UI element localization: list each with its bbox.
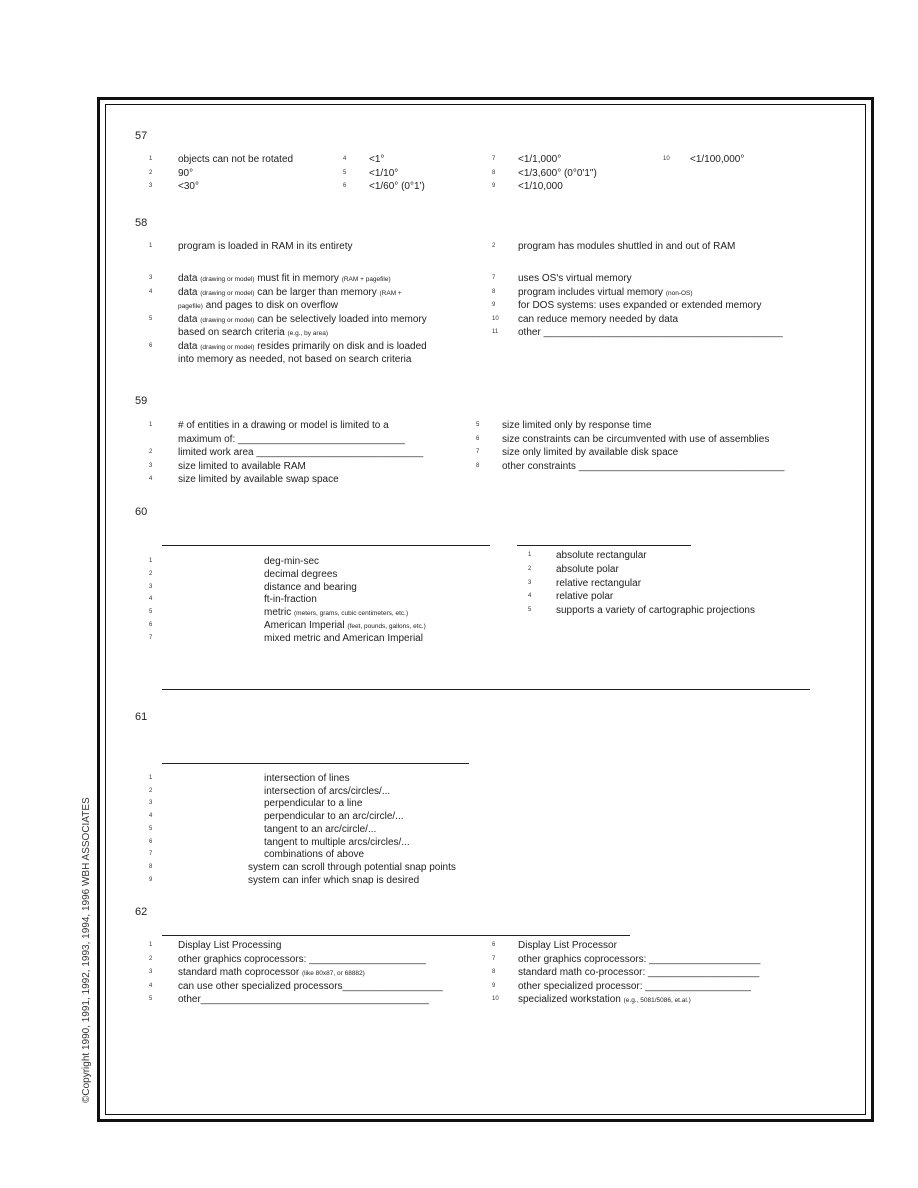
item-number: 1 <box>149 775 153 781</box>
option-text: standard math coprocessor <box>178 967 302 978</box>
checkbox-marker[interactable]: 7 <box>476 449 480 455</box>
option-text: other graphics coprocessors: _____________________ <box>178 953 426 965</box>
q60-option: absolute polar <box>556 563 619 575</box>
checkbox-marker[interactable]: 2 <box>528 565 532 572</box>
item-number: 6 <box>149 622 153 628</box>
q57-option: <1/1,000° <box>518 154 562 165</box>
q58-option[interactable] <box>178 353 411 366</box>
q60-option: relative rectangular <box>556 577 642 589</box>
checkbox-marker[interactable]: 4 <box>343 156 347 162</box>
q62-option[interactable] <box>178 966 365 980</box>
option-text: mixed metric and American Imperial <box>264 632 423 644</box>
q60-option: absolute rectangular <box>556 550 647 561</box>
item-number: 5 <box>149 825 153 832</box>
checkbox-marker[interactable]: 9 <box>492 183 496 189</box>
option-text: must fit in memory <box>254 273 342 284</box>
question-number: 60 <box>135 506 148 518</box>
checkbox-marker[interactable]: 7 <box>492 955 496 962</box>
checkbox-marker[interactable]: 5 <box>476 422 480 428</box>
checkbox-marker[interactable]: 2 <box>149 449 153 455</box>
option-text: distance and bearing <box>264 581 357 593</box>
checkbox-marker[interactable]: 2 <box>492 243 496 249</box>
q62-option[interactable] <box>518 993 691 1007</box>
checkbox-marker[interactable]: 3 <box>149 969 153 975</box>
checkbox-marker[interactable]: 8 <box>492 288 496 295</box>
q58-option[interactable] <box>518 313 678 326</box>
checkbox-marker[interactable]: 1 <box>149 422 153 428</box>
checkbox-marker[interactable]: 4 <box>149 982 153 989</box>
option-text: decimal degrees <box>264 568 338 580</box>
checkbox-marker[interactable]: 8 <box>492 969 496 975</box>
q59-option[interactable]: size limited to available RAM <box>178 460 306 472</box>
q61-option: tangent to multiple arcs/circles/... <box>264 836 410 848</box>
option-text: (drawing or model) <box>200 316 255 324</box>
option-text: pagefile) <box>178 303 203 310</box>
option-text: (drawing or model) <box>200 343 255 351</box>
option-text: Display List Processing <box>178 940 282 951</box>
checkbox-marker[interactable]: 11 <box>492 329 499 335</box>
q58-option[interactable]: program is loaded in RAM in its entirety <box>178 241 353 252</box>
q62-option[interactable] <box>178 953 426 966</box>
option-text: standard math co-processor: ____________________ <box>518 967 760 978</box>
q61-option: perpendicular to a line <box>264 798 363 810</box>
q57-option: <1° <box>369 154 385 165</box>
option-text: program includes virtual memory <box>518 286 666 298</box>
question-number: 62 <box>135 906 148 918</box>
checkbox-marker[interactable]: 6 <box>149 342 153 349</box>
checkbox-marker[interactable]: 3 <box>149 462 153 469</box>
q62-option[interactable] <box>178 993 429 1006</box>
option-text: (RAM + <box>379 289 402 297</box>
q58-option[interactable]: program has modules shuttled in and out of RAM <box>518 241 736 252</box>
checkbox-marker[interactable]: 9 <box>492 302 496 308</box>
option-note: (meters, grams, cubic centimeters, etc.) <box>294 610 409 618</box>
q58-option[interactable] <box>178 299 338 313</box>
q62-option[interactable] <box>518 939 617 952</box>
q57-option: <1/60° (0°1') <box>369 181 425 192</box>
answer-rule <box>162 545 490 546</box>
option-text: uses OS's virtual memory <box>518 273 632 284</box>
q62-option[interactable] <box>518 980 751 993</box>
q59-option: size only limited by available disk space <box>502 447 679 458</box>
checkbox-marker[interactable]: 7 <box>492 275 496 281</box>
q61-option: perpendicular to an arc/circle/... <box>264 811 404 823</box>
q57-option: 90° <box>178 167 194 179</box>
answer-rule <box>162 763 469 764</box>
q60-option: relative polar <box>556 591 614 603</box>
copyright-notice: ©Copyright 1990, 1991, 1992, 1993, 1994, 1996 WBH ASSOCIATES <box>81 797 92 1103</box>
item-number: 7 <box>149 851 153 858</box>
q58-option[interactable] <box>178 313 427 327</box>
q59-option[interactable]: # of entities in a drawing or model is limited to a <box>178 420 389 431</box>
checkbox-marker[interactable]: 9 <box>492 982 496 989</box>
checkbox-marker[interactable]: 10 <box>492 315 499 322</box>
question-number: 58 <box>135 217 148 229</box>
checkbox-marker[interactable]: 5 <box>343 169 347 176</box>
checkbox-marker[interactable]: 3 <box>149 183 153 189</box>
question-number: 61 <box>135 711 148 723</box>
q60-option <box>264 568 337 581</box>
option-text: ft-in-fraction <box>264 594 317 606</box>
q60-option: supports a variety of cartographic projections <box>556 605 755 617</box>
checkbox-marker[interactable]: 4 <box>528 593 532 600</box>
q58-option[interactable] <box>178 272 391 286</box>
item-number: 5 <box>149 609 153 616</box>
item-number: 1 <box>149 558 153 564</box>
option-text: other ___________________________________________ <box>518 327 783 338</box>
item-number: 4 <box>149 596 153 603</box>
q62-option[interactable] <box>518 966 759 979</box>
checkbox-marker[interactable]: 8 <box>492 169 496 176</box>
q59-option[interactable]: maximum of: ______________________________ <box>178 433 405 445</box>
question-number: 59 <box>135 395 148 407</box>
answer-rule <box>517 545 691 546</box>
q60-option <box>264 555 319 568</box>
checkbox-marker[interactable]: 3 <box>149 275 153 281</box>
option-text: other_________________________________________ <box>178 994 429 1005</box>
q59-option: size constraints can be circumvented with use of assemblies <box>502 433 770 445</box>
option-note: (feet, pounds, gallons, etc.) <box>347 623 426 630</box>
item-number: 4 <box>149 813 153 820</box>
checkbox-marker[interactable]: 2 <box>149 955 153 962</box>
option-text: for DOS systems: uses expanded or extended memory <box>518 300 762 311</box>
q58-option[interactable] <box>518 326 783 339</box>
checkbox-marker[interactable]: 6 <box>492 942 496 948</box>
q58-option[interactable] <box>518 299 761 312</box>
q58-option[interactable] <box>178 286 402 300</box>
q58-option[interactable] <box>518 286 693 300</box>
checkbox-marker[interactable]: 4 <box>149 288 153 295</box>
option-text: other graphics coprocessors: ____________________ <box>518 953 761 965</box>
item-number: 3 <box>149 583 153 590</box>
checkbox-marker[interactable]: 1 <box>149 942 153 948</box>
q62-option[interactable] <box>178 980 443 993</box>
option-text: Display List Processor <box>518 940 617 951</box>
checkbox-marker[interactable]: 10 <box>663 156 670 162</box>
checkbox-marker[interactable]: 1 <box>149 156 153 162</box>
option-text: can use other specialized processors__________________ <box>178 980 443 992</box>
q57-option: <1/10,000 <box>518 181 563 192</box>
item-number: 2 <box>149 787 153 794</box>
option-text: (drawing or model) <box>200 289 255 297</box>
option-text: data <box>178 286 201 298</box>
q59-option: other constraints _____________________________________ <box>502 460 785 472</box>
item-number: 3 <box>149 800 153 807</box>
option-text: data <box>178 313 201 325</box>
checkbox-marker[interactable]: 6 <box>476 435 480 442</box>
option-text: (drawing or model) <box>200 276 255 283</box>
option-note: (non-OS) <box>665 289 693 297</box>
option-note: (e.g., 5081/5086, et.al.) <box>623 997 691 1004</box>
option-text: data <box>178 340 201 352</box>
q58-option[interactable] <box>178 326 328 340</box>
item-number: 8 <box>149 863 153 870</box>
q57-option: <1/100,000° <box>690 154 745 165</box>
answer-rule <box>162 689 810 690</box>
option-text: can be larger than memory <box>254 286 380 298</box>
checkbox-marker[interactable]: 4 <box>149 476 153 482</box>
q60-option <box>264 593 317 606</box>
item-number: 9 <box>149 876 153 883</box>
q61-option: combinations of above <box>264 849 365 861</box>
checkbox-marker[interactable]: 2 <box>149 169 153 176</box>
checkbox-marker[interactable]: 8 <box>476 462 480 469</box>
q58-option[interactable] <box>518 272 632 285</box>
question-number: 57 <box>135 130 148 142</box>
option-text: into memory as needed, not based on search criteria <box>178 354 412 365</box>
option-text: and pages to disk on overflow <box>202 300 339 311</box>
checkbox-marker[interactable]: 3 <box>528 579 532 586</box>
q58-option[interactable] <box>178 340 427 354</box>
item-number: 2 <box>149 570 153 577</box>
q62-option[interactable] <box>178 939 281 952</box>
q61-option: intersection of arcs/circles/... <box>264 785 391 797</box>
q57-option: <1/10° <box>369 167 399 179</box>
q61-option: tangent to an arc/circle/... <box>264 823 377 835</box>
checkbox-marker[interactable]: 6 <box>343 183 347 189</box>
checkbox-marker[interactable]: 5 <box>149 996 153 1002</box>
answer-rule <box>162 935 630 936</box>
checkbox-marker[interactable]: 1 <box>149 243 153 249</box>
option-text: other specialized processor: ___________________ <box>518 980 751 992</box>
option-text: American Imperial <box>264 620 348 631</box>
q57-option: <30° <box>178 181 199 192</box>
q60-option <box>264 632 423 645</box>
option-text: (e.g., by area) <box>287 330 328 337</box>
q61-option: system can infer which snap is desired <box>248 874 420 886</box>
q57-option: objects can not be rotated <box>178 154 294 165</box>
checkbox-marker[interactable]: 1 <box>528 552 532 558</box>
option-text: deg-min-sec <box>264 556 320 567</box>
q61-option: system can scroll through potential snap points <box>248 861 456 873</box>
item-number: 7 <box>149 634 153 641</box>
q59-option[interactable]: size limited by available swap space <box>178 474 339 485</box>
option-note: (like 80x87, or 68882) <box>301 970 365 977</box>
item-number: 6 <box>149 838 153 845</box>
q59-option[interactable]: limited work area ______________________________ <box>178 447 424 458</box>
checkbox-marker[interactable]: 10 <box>492 996 499 1002</box>
option-text: data <box>178 273 201 284</box>
q57-option: <1/3,600° (0°0'1") <box>518 167 597 179</box>
checkbox-marker[interactable]: 7 <box>492 156 496 162</box>
q61-option: intersection of lines <box>264 773 350 784</box>
q60-option <box>264 581 357 594</box>
option-text: can be selectively loaded into memory <box>254 313 427 325</box>
option-text: resides primarily on disk and is loaded <box>254 340 427 352</box>
q59-option: size limited only by response time <box>502 420 652 431</box>
option-text: based on search criteria <box>178 327 288 338</box>
checkbox-marker[interactable]: 5 <box>149 315 153 322</box>
option-text: can reduce memory needed by data <box>518 313 679 325</box>
option-text: metric <box>264 607 294 619</box>
option-text: specialized workstation <box>518 994 624 1005</box>
q62-option[interactable] <box>518 953 760 966</box>
option-text: (RAM + pagefile) <box>341 276 391 283</box>
checkbox-marker[interactable]: 5 <box>528 607 532 614</box>
